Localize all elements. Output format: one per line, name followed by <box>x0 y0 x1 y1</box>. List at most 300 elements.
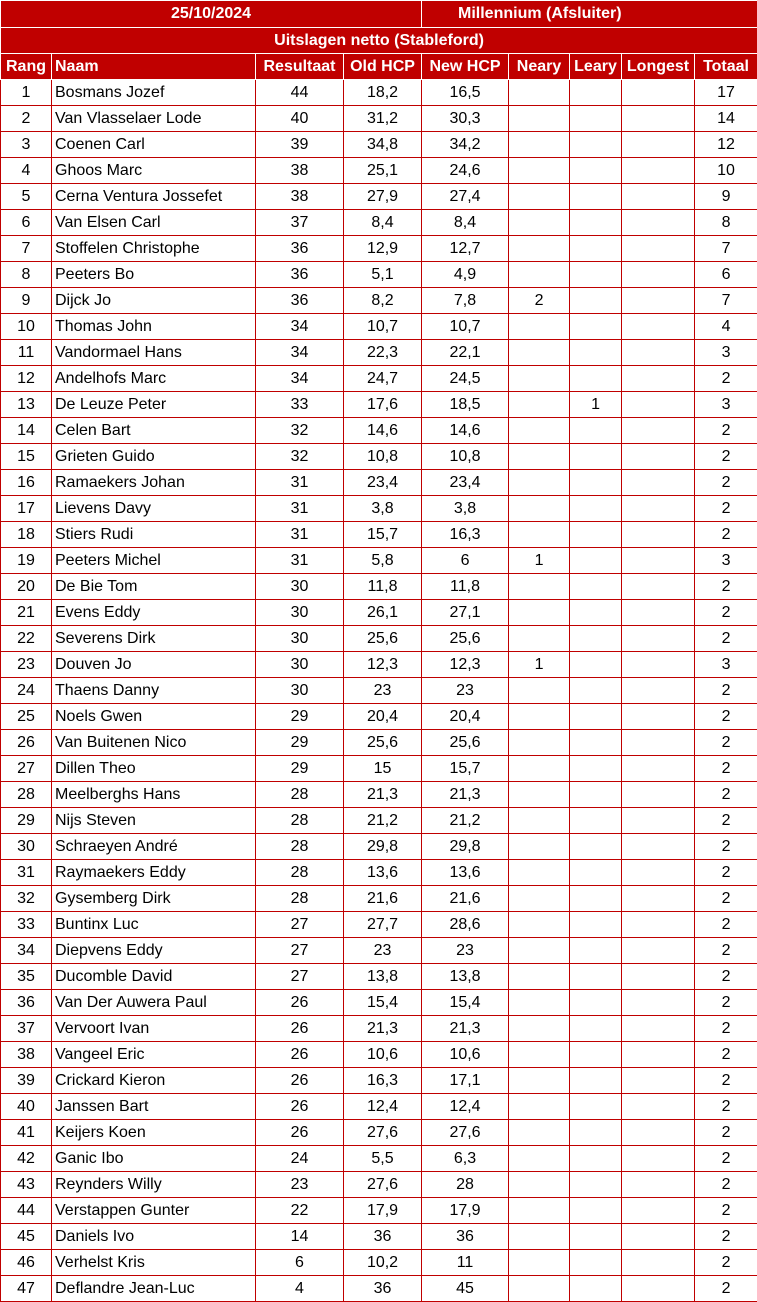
cell-rang: 19 <box>1 548 52 574</box>
cell-longest <box>622 210 695 236</box>
cell-longest <box>622 678 695 704</box>
cell-neary: 1 <box>509 652 570 678</box>
cell-new-hcp: 12,3 <box>422 652 509 678</box>
cell-longest <box>622 574 695 600</box>
cell-totaal: 10 <box>695 158 757 184</box>
cell-neary <box>509 132 570 158</box>
cell-longest <box>622 652 695 678</box>
cell-leary <box>570 548 622 574</box>
cell-rang: 37 <box>1 1016 52 1042</box>
table-row <box>1 1042 757 1068</box>
cell-naam: Dijck Jo <box>52 288 256 314</box>
cell-naam: Grieten Guido <box>52 444 256 470</box>
cell-rang: 29 <box>1 808 52 834</box>
table-row <box>1 938 757 964</box>
cell-new-hcp: 28 <box>422 1172 509 1198</box>
cell-longest <box>622 756 695 782</box>
cell-new-hcp: 34,2 <box>422 132 509 158</box>
cell-totaal: 2 <box>695 366 757 392</box>
cell-longest <box>622 1250 695 1276</box>
cell-longest <box>622 1198 695 1224</box>
cell-neary <box>509 1276 570 1302</box>
cell-neary <box>509 314 570 340</box>
cell-leary <box>570 1250 622 1276</box>
cell-leary <box>570 314 622 340</box>
cell-naam: Lievens Davy <box>52 496 256 522</box>
cell-resultaat: 26 <box>256 1094 344 1120</box>
cell-neary <box>509 860 570 886</box>
cell-naam: Ramaekers Johan <box>52 470 256 496</box>
cell-naam: Deflandre Jean-Luc <box>52 1276 256 1302</box>
cell-rang: 1 <box>1 80 52 106</box>
cell-old-hcp: 26,1 <box>344 600 422 626</box>
cell-longest <box>622 236 695 262</box>
table-row <box>1 704 757 730</box>
cell-new-hcp: 12,4 <box>422 1094 509 1120</box>
table-row <box>1 808 757 834</box>
table-row <box>1 340 757 366</box>
cell-new-hcp: 22,1 <box>422 340 509 366</box>
col-header-new-hcp: New HCP <box>422 54 509 80</box>
cell-old-hcp: 20,4 <box>344 704 422 730</box>
cell-new-hcp: 6,3 <box>422 1146 509 1172</box>
cell-leary <box>570 1068 622 1094</box>
cell-new-hcp: 45 <box>422 1276 509 1302</box>
table-row <box>1 730 757 756</box>
cell-leary <box>570 990 622 1016</box>
table-row <box>1 444 757 470</box>
table-row <box>1 496 757 522</box>
cell-rang: 40 <box>1 1094 52 1120</box>
table-row <box>1 288 757 314</box>
cell-longest <box>622 1016 695 1042</box>
cell-naam: Van Elsen Carl <box>52 210 256 236</box>
cell-new-hcp: 16,5 <box>422 80 509 106</box>
cell-old-hcp: 12,3 <box>344 652 422 678</box>
cell-naam: Keijers Koen <box>52 1120 256 1146</box>
cell-totaal: 17 <box>695 80 757 106</box>
cell-new-hcp: 3,8 <box>422 496 509 522</box>
cell-resultaat: 33 <box>256 392 344 418</box>
cell-old-hcp: 22,3 <box>344 340 422 366</box>
cell-naam: Reynders Willy <box>52 1172 256 1198</box>
cell-leary <box>570 1042 622 1068</box>
cell-rang: 34 <box>1 938 52 964</box>
cell-totaal: 2 <box>695 1094 757 1120</box>
cell-totaal: 2 <box>695 860 757 886</box>
table-row <box>1 990 757 1016</box>
cell-neary <box>509 1068 570 1094</box>
cell-naam: De Leuze Peter <box>52 392 256 418</box>
cell-rang: 4 <box>1 158 52 184</box>
table-row <box>1 834 757 860</box>
table-row <box>1 236 757 262</box>
cell-rang: 24 <box>1 678 52 704</box>
cell-naam: Vervoort Ivan <box>52 1016 256 1042</box>
cell-old-hcp: 8,2 <box>344 288 422 314</box>
cell-old-hcp: 23,4 <box>344 470 422 496</box>
cell-neary <box>509 184 570 210</box>
cell-naam: Ganic Ibo <box>52 1146 256 1172</box>
cell-old-hcp: 13,8 <box>344 964 422 990</box>
cell-old-hcp: 5,8 <box>344 548 422 574</box>
cell-totaal: 12 <box>695 132 757 158</box>
cell-longest <box>622 392 695 418</box>
cell-totaal: 2 <box>695 886 757 912</box>
cell-longest <box>622 860 695 886</box>
cell-resultaat: 37 <box>256 210 344 236</box>
cell-rang: 2 <box>1 106 52 132</box>
cell-resultaat: 29 <box>256 730 344 756</box>
cell-leary <box>570 704 622 730</box>
cell-resultaat: 6 <box>256 1250 344 1276</box>
cell-rang: 11 <box>1 340 52 366</box>
cell-rang: 32 <box>1 886 52 912</box>
cell-leary <box>570 912 622 938</box>
cell-new-hcp: 4,9 <box>422 262 509 288</box>
cell-old-hcp: 25,6 <box>344 626 422 652</box>
cell-neary <box>509 392 570 418</box>
cell-rang: 44 <box>1 1198 52 1224</box>
table-row <box>1 1276 757 1302</box>
cell-neary <box>509 1094 570 1120</box>
cell-naam: Janssen Bart <box>52 1094 256 1120</box>
table-row <box>1 106 757 132</box>
cell-resultaat: 28 <box>256 808 344 834</box>
cell-naam: Raymaekers Eddy <box>52 860 256 886</box>
cell-rang: 27 <box>1 756 52 782</box>
cell-neary <box>509 938 570 964</box>
cell-neary <box>509 1146 570 1172</box>
cell-naam: Thaens Danny <box>52 678 256 704</box>
cell-new-hcp: 27,4 <box>422 184 509 210</box>
cell-totaal: 2 <box>695 912 757 938</box>
cell-resultaat: 30 <box>256 678 344 704</box>
cell-longest <box>622 106 695 132</box>
cell-naam: Douven Jo <box>52 652 256 678</box>
cell-neary <box>509 990 570 1016</box>
cell-new-hcp: 20,4 <box>422 704 509 730</box>
cell-leary <box>570 184 622 210</box>
cell-leary <box>570 1172 622 1198</box>
cell-rang: 5 <box>1 184 52 210</box>
table-row <box>1 678 757 704</box>
table-row <box>1 782 757 808</box>
cell-naam: Crickard Kieron <box>52 1068 256 1094</box>
cell-longest <box>622 886 695 912</box>
cell-new-hcp: 13,6 <box>422 860 509 886</box>
cell-longest <box>622 1120 695 1146</box>
cell-new-hcp: 6 <box>422 548 509 574</box>
cell-naam: Dillen Theo <box>52 756 256 782</box>
cell-new-hcp: 12,7 <box>422 236 509 262</box>
cell-naam: Noels Gwen <box>52 704 256 730</box>
cell-leary <box>570 730 622 756</box>
cell-naam: Peeters Michel <box>52 548 256 574</box>
cell-longest <box>622 184 695 210</box>
cell-neary: 2 <box>509 288 570 314</box>
table-row <box>1 600 757 626</box>
cell-resultaat: 26 <box>256 1042 344 1068</box>
col-header-rang: Rang <box>1 54 52 80</box>
cell-old-hcp: 10,7 <box>344 314 422 340</box>
cell-old-hcp: 10,6 <box>344 1042 422 1068</box>
col-header-resultaat: Resultaat <box>256 54 344 80</box>
cell-old-hcp: 15,7 <box>344 522 422 548</box>
cell-resultaat: 31 <box>256 522 344 548</box>
cell-longest <box>622 808 695 834</box>
cell-new-hcp: 23,4 <box>422 470 509 496</box>
cell-totaal: 2 <box>695 1120 757 1146</box>
cell-leary <box>570 886 622 912</box>
cell-new-hcp: 14,6 <box>422 418 509 444</box>
cell-new-hcp: 11 <box>422 1250 509 1276</box>
cell-longest <box>622 600 695 626</box>
cell-leary <box>570 106 622 132</box>
table-row <box>1 418 757 444</box>
cell-totaal: 2 <box>695 704 757 730</box>
cell-neary <box>509 496 570 522</box>
cell-old-hcp: 25,1 <box>344 158 422 184</box>
cell-rang: 6 <box>1 210 52 236</box>
cell-longest <box>622 1172 695 1198</box>
cell-neary <box>509 1198 570 1224</box>
cell-naam: Stoffelen Christophe <box>52 236 256 262</box>
cell-resultaat: 31 <box>256 496 344 522</box>
cell-totaal: 2 <box>695 574 757 600</box>
cell-neary <box>509 1172 570 1198</box>
cell-old-hcp: 10,2 <box>344 1250 422 1276</box>
cell-leary <box>570 522 622 548</box>
cell-resultaat: 31 <box>256 470 344 496</box>
cell-old-hcp: 8,4 <box>344 210 422 236</box>
cell-rang: 35 <box>1 964 52 990</box>
cell-naam: Vandormael Hans <box>52 340 256 366</box>
cell-resultaat: 28 <box>256 860 344 886</box>
cell-new-hcp: 27,6 <box>422 1120 509 1146</box>
cell-leary <box>570 262 622 288</box>
cell-leary <box>570 1146 622 1172</box>
cell-old-hcp: 34,8 <box>344 132 422 158</box>
cell-leary <box>570 574 622 600</box>
results-body <box>1 80 757 1302</box>
cell-new-hcp: 8,4 <box>422 210 509 236</box>
cell-resultaat: 36 <box>256 236 344 262</box>
cell-totaal: 2 <box>695 990 757 1016</box>
cell-leary <box>570 80 622 106</box>
cell-longest <box>622 990 695 1016</box>
cell-resultaat: 36 <box>256 262 344 288</box>
cell-totaal: 2 <box>695 938 757 964</box>
cell-old-hcp: 21,6 <box>344 886 422 912</box>
cell-old-hcp: 15,4 <box>344 990 422 1016</box>
cell-naam: Nijs Steven <box>52 808 256 834</box>
cell-totaal: 7 <box>695 236 757 262</box>
cell-resultaat: 44 <box>256 80 344 106</box>
cell-rang: 21 <box>1 600 52 626</box>
cell-new-hcp: 28,6 <box>422 912 509 938</box>
cell-totaal: 2 <box>695 522 757 548</box>
cell-resultaat: 14 <box>256 1224 344 1250</box>
cell-naam: Severens Dirk <box>52 626 256 652</box>
cell-longest <box>622 80 695 106</box>
cell-naam: Diepvens Eddy <box>52 938 256 964</box>
cell-neary <box>509 80 570 106</box>
cell-old-hcp: 5,5 <box>344 1146 422 1172</box>
cell-old-hcp: 5,1 <box>344 262 422 288</box>
cell-leary <box>570 652 622 678</box>
table-row <box>1 184 757 210</box>
table-row <box>1 886 757 912</box>
cell-totaal: 14 <box>695 106 757 132</box>
cell-rang: 16 <box>1 470 52 496</box>
cell-old-hcp: 27,6 <box>344 1120 422 1146</box>
cell-new-hcp: 13,8 <box>422 964 509 990</box>
cell-longest <box>622 340 695 366</box>
cell-new-hcp: 10,7 <box>422 314 509 340</box>
table-row <box>1 1094 757 1120</box>
cell-rang: 18 <box>1 522 52 548</box>
cell-rang: 45 <box>1 1224 52 1250</box>
cell-rang: 3 <box>1 132 52 158</box>
cell-new-hcp: 21,3 <box>422 1016 509 1042</box>
cell-neary <box>509 522 570 548</box>
cell-rang: 20 <box>1 574 52 600</box>
cell-rang: 30 <box>1 834 52 860</box>
cell-leary <box>570 964 622 990</box>
cell-new-hcp: 18,5 <box>422 392 509 418</box>
cell-neary: 1 <box>509 548 570 574</box>
cell-totaal: 2 <box>695 1016 757 1042</box>
cell-resultaat: 24 <box>256 1146 344 1172</box>
cell-totaal: 2 <box>695 782 757 808</box>
cell-leary: 1 <box>570 392 622 418</box>
cell-new-hcp: 23 <box>422 938 509 964</box>
cell-neary <box>509 1250 570 1276</box>
cell-naam: Gysemberg Dirk <box>52 886 256 912</box>
cell-totaal: 6 <box>695 262 757 288</box>
table-row <box>1 1250 757 1276</box>
cell-leary <box>570 1016 622 1042</box>
cell-rang: 41 <box>1 1120 52 1146</box>
cell-old-hcp: 23 <box>344 938 422 964</box>
cell-naam: De Bie Tom <box>52 574 256 600</box>
cell-neary <box>509 444 570 470</box>
cell-longest <box>622 1094 695 1120</box>
cell-longest <box>622 704 695 730</box>
cell-totaal: 2 <box>695 964 757 990</box>
cell-totaal: 2 <box>695 418 757 444</box>
cell-leary <box>570 938 622 964</box>
col-header-naam: Naam <box>52 54 256 80</box>
cell-old-hcp: 17,6 <box>344 392 422 418</box>
cell-resultaat: 27 <box>256 938 344 964</box>
cell-neary <box>509 106 570 132</box>
cell-resultaat: 26 <box>256 990 344 1016</box>
col-header-leary: Leary <box>570 54 622 80</box>
col-header-neary: Neary <box>509 54 570 80</box>
cell-resultaat: 34 <box>256 366 344 392</box>
cell-old-hcp: 27,9 <box>344 184 422 210</box>
cell-totaal: 2 <box>695 1068 757 1094</box>
cell-naam: Verhelst Kris <box>52 1250 256 1276</box>
cell-longest <box>622 1068 695 1094</box>
table-row <box>1 964 757 990</box>
cell-new-hcp: 15,4 <box>422 990 509 1016</box>
table-row <box>1 158 757 184</box>
cell-rang: 46 <box>1 1250 52 1276</box>
cell-leary <box>570 782 622 808</box>
table-row <box>1 366 757 392</box>
cell-new-hcp: 30,3 <box>422 106 509 132</box>
cell-old-hcp: 18,2 <box>344 80 422 106</box>
cell-neary <box>509 964 570 990</box>
table-row <box>1 470 757 496</box>
competition-label: Millennium (Afsluiter) <box>422 1 757 28</box>
cell-old-hcp: 13,6 <box>344 860 422 886</box>
col-header-longest: Longest <box>622 54 695 80</box>
cell-totaal: 2 <box>695 834 757 860</box>
cell-resultaat: 30 <box>256 574 344 600</box>
column-header-row <box>1 54 757 80</box>
cell-totaal: 2 <box>695 1250 757 1276</box>
cell-old-hcp: 21,2 <box>344 808 422 834</box>
cell-naam: Ghoos Marc <box>52 158 256 184</box>
cell-new-hcp: 11,8 <box>422 574 509 600</box>
cell-naam: Verstappen Gunter <box>52 1198 256 1224</box>
cell-naam: Van Buitenen Nico <box>52 730 256 756</box>
cell-rang: 38 <box>1 1042 52 1068</box>
cell-rang: 10 <box>1 314 52 340</box>
cell-longest <box>622 158 695 184</box>
cell-totaal: 2 <box>695 470 757 496</box>
cell-resultaat: 28 <box>256 782 344 808</box>
cell-longest <box>622 730 695 756</box>
cell-rang: 33 <box>1 912 52 938</box>
cell-new-hcp: 21,6 <box>422 886 509 912</box>
cell-leary <box>570 808 622 834</box>
cell-old-hcp: 36 <box>344 1224 422 1250</box>
cell-old-hcp: 15 <box>344 756 422 782</box>
cell-rang: 25 <box>1 704 52 730</box>
cell-old-hcp: 3,8 <box>344 496 422 522</box>
cell-naam: Buntinx Luc <box>52 912 256 938</box>
cell-new-hcp: 17,1 <box>422 1068 509 1094</box>
cell-resultaat: 39 <box>256 132 344 158</box>
cell-longest <box>622 938 695 964</box>
cell-rang: 13 <box>1 392 52 418</box>
cell-leary <box>570 158 622 184</box>
cell-old-hcp: 36 <box>344 1276 422 1302</box>
cell-old-hcp: 12,4 <box>344 1094 422 1120</box>
table-row <box>1 262 757 288</box>
cell-naam: Meelberghs Hans <box>52 782 256 808</box>
table-row <box>1 1172 757 1198</box>
header-row-subtitle <box>1 28 757 54</box>
cell-rang: 36 <box>1 990 52 1016</box>
cell-old-hcp: 10,8 <box>344 444 422 470</box>
cell-resultaat: 26 <box>256 1068 344 1094</box>
table-row <box>1 860 757 886</box>
date-label: 25/10/2024 <box>1 1 422 28</box>
cell-naam: Stiers Rudi <box>52 522 256 548</box>
cell-neary <box>509 366 570 392</box>
cell-new-hcp: 36 <box>422 1224 509 1250</box>
cell-neary <box>509 158 570 184</box>
cell-leary <box>570 210 622 236</box>
table-row <box>1 626 757 652</box>
cell-new-hcp: 17,9 <box>422 1198 509 1224</box>
